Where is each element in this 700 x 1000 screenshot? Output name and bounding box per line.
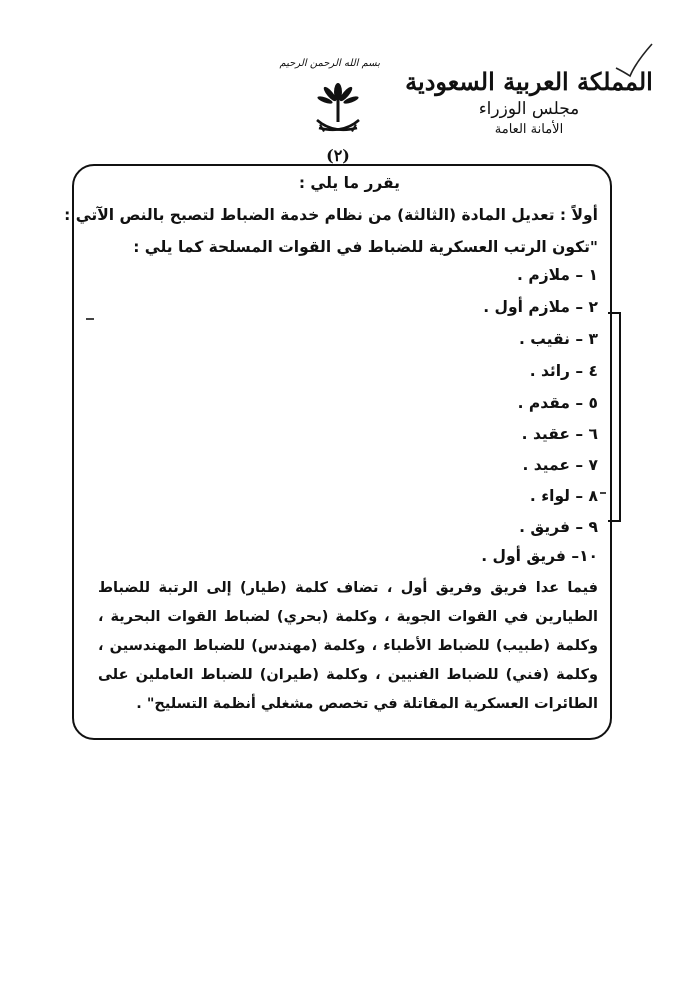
rank-item: ٢ – ملازم أول . — [483, 298, 598, 316]
rank-item: ٤ – رائد . — [529, 362, 598, 380]
rank-item: ٨ – لواء . — [529, 487, 598, 505]
rank-qualifier-paragraph: فيما عدا فريق وفريق أول ، تضاف كلمة (طيار) إلى الرتبة للضباط الطيارين في القوات الجوية ، وكلمة (بحري) لضباط القوات البحرية ، وكلمة (طبيب) للضباط الأطباء ، وكلمة (مهندس) للضباط المهندسين ، وكلمة (فني) للضباط الفنيين ، وكلمة (طيران) للضباط العاملين على الطائرات العسكرية المقاتلة في تخصص مشغلي أنظمة التسليح" . — [98, 580, 598, 712]
margin-bracket-tick — [608, 312, 621, 314]
council-title: مجلس الوزراء — [478, 99, 580, 119]
stray-mark — [86, 318, 94, 320]
page-number: (٢) — [326, 146, 350, 165]
margin-bracket-tick — [608, 520, 621, 522]
secretariat-title: الأمانة العامة — [494, 122, 564, 137]
rank-item: ٣ – نقيب . — [518, 330, 598, 348]
rank-item: ١ – ملازم . — [517, 266, 598, 284]
ranks-intro: "تكون الرتب العسكرية للضباط في القوات المسلحة كما يلي : — [133, 238, 598, 256]
rank-item: ٩ – فريق . — [519, 518, 598, 536]
letterhead — [404, 66, 654, 140]
margin-bracket — [619, 312, 621, 522]
rank-item: ٥ – مقدم . — [517, 394, 598, 412]
palm-swords-emblem-icon — [313, 82, 363, 140]
kingdom-title: المملكة العربية السعودية — [405, 67, 653, 96]
rank-item: ٦ – عقيد . — [521, 425, 598, 443]
stray-mark — [600, 492, 606, 494]
decision-heading: يقرر ما يلي : — [298, 174, 400, 192]
rank-item: ٧ – عميد . — [522, 456, 598, 474]
rank-item: ١٠– فريق أول . — [481, 547, 598, 565]
article-amendment-line: أولاً : تعديل المادة (الثالثة) من نظام خدمة الضباط لتصبح بالنص الآتي : — [64, 206, 598, 224]
bismillah: بسم الله الرحمن الرحيم — [279, 58, 380, 69]
